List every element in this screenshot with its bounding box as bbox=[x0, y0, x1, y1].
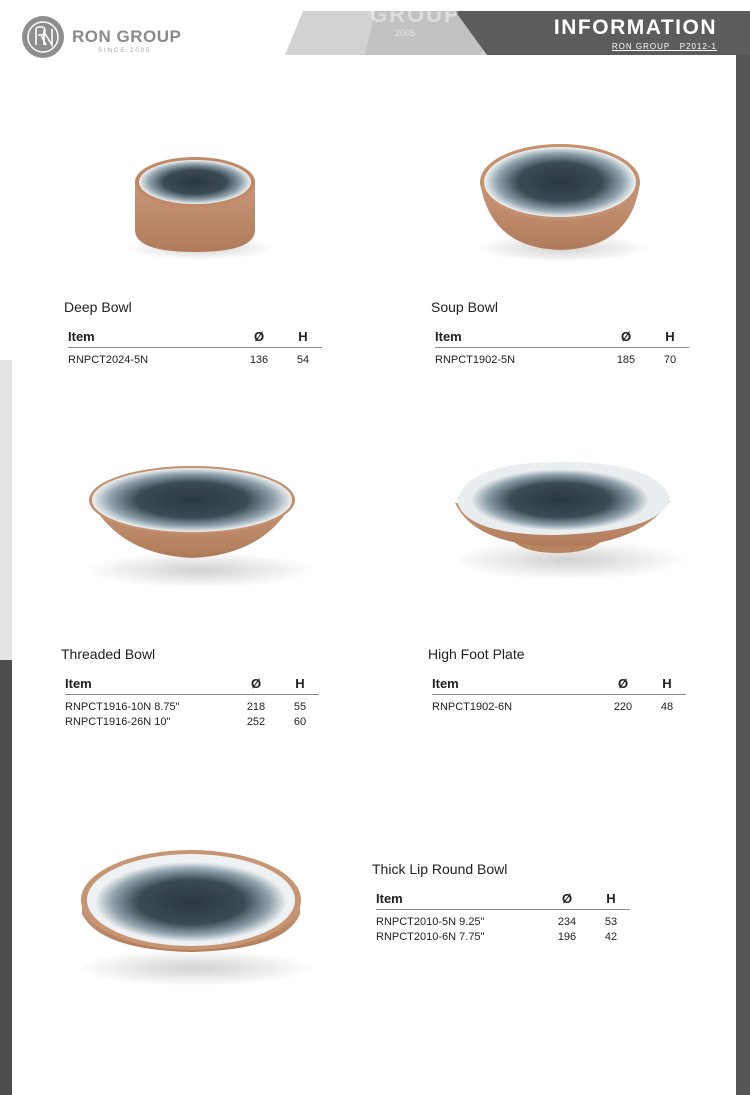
brand-name: RON GROUP bbox=[72, 27, 182, 46]
header-item: Item bbox=[432, 674, 598, 695]
item-code: RNPCT1916-26N 10" bbox=[65, 715, 171, 728]
header-watermark: GROUP bbox=[370, 2, 461, 27]
item-code: RNPCT1916-10N 8.75" bbox=[65, 700, 180, 713]
spec-header-row bbox=[68, 327, 322, 348]
spec-table-thick-lip-round-bowl bbox=[376, 889, 630, 944]
height-value: 48 bbox=[660, 700, 674, 713]
header-watermark-sub: 2005 bbox=[395, 28, 416, 38]
header-diameter: Ø bbox=[601, 327, 651, 348]
product-name-soup-bowl: Soup Bowl bbox=[431, 299, 498, 315]
item-code: RNPCT2010-6N 7.75" bbox=[376, 930, 485, 943]
height-value: 54 bbox=[296, 353, 310, 366]
table-row bbox=[65, 714, 319, 729]
diameter-value: 196 bbox=[557, 930, 577, 943]
table-row bbox=[376, 929, 630, 944]
header-diameter: Ø bbox=[542, 889, 592, 910]
header-diameter: Ø bbox=[231, 674, 281, 695]
height-value: 70 bbox=[663, 353, 677, 366]
header-height: H bbox=[648, 674, 686, 695]
spec-table-threaded-bowl bbox=[65, 674, 319, 729]
header-height: H bbox=[592, 889, 630, 910]
diameter-value: 220 bbox=[613, 700, 633, 713]
spec-header-row bbox=[376, 889, 630, 910]
threaded-bowl-image bbox=[80, 460, 330, 595]
logo-mark-icon bbox=[22, 16, 64, 58]
product-name-high-foot-plate: High Foot Plate bbox=[428, 646, 525, 662]
item-code: RNPCT1902-5N bbox=[435, 353, 516, 366]
height-value: 53 bbox=[604, 915, 618, 928]
table-row bbox=[435, 348, 689, 368]
item-code: RNPCT2010-5N 9.25" bbox=[376, 915, 485, 928]
spec-table-soup-bowl bbox=[435, 327, 689, 367]
table-row bbox=[68, 348, 322, 368]
header-diameter: Ø bbox=[234, 327, 284, 348]
spec-header-row bbox=[432, 674, 686, 695]
brand-since: SINCE 2005 bbox=[98, 48, 152, 54]
high-foot-plate-image bbox=[445, 455, 695, 590]
page-title: INFORMATION bbox=[553, 16, 717, 39]
product-name-thick-lip-round-bowl: Thick Lip Round Bowl bbox=[372, 861, 508, 877]
left-decor-light bbox=[0, 360, 12, 660]
deep-bowl-image bbox=[120, 148, 290, 263]
header-diameter: Ø bbox=[598, 674, 648, 695]
header-item: Item bbox=[68, 327, 234, 348]
page-code: RON GROUP P2012-1 bbox=[611, 42, 717, 51]
spec-table-deep-bowl bbox=[68, 327, 322, 367]
table-row bbox=[432, 695, 686, 715]
height-value: 42 bbox=[604, 930, 618, 943]
thick-lip-round-bowl-image bbox=[70, 840, 325, 990]
table-row bbox=[65, 695, 319, 715]
table-row bbox=[376, 910, 630, 930]
height-value: 60 bbox=[293, 715, 307, 728]
diameter-value: 252 bbox=[246, 715, 266, 728]
spec-table-high-foot-plate bbox=[432, 674, 686, 714]
soup-bowl-image bbox=[470, 140, 670, 265]
right-decor-bar bbox=[736, 55, 750, 1095]
header-item: Item bbox=[65, 674, 231, 695]
header-item: Item bbox=[435, 327, 601, 348]
product-name-threaded-bowl: Threaded Bowl bbox=[61, 646, 156, 662]
spec-header-row bbox=[65, 674, 319, 695]
spec-header-row bbox=[435, 327, 689, 348]
item-code: RNPCT2024-5N bbox=[68, 353, 149, 366]
diameter-value: 136 bbox=[249, 353, 269, 366]
header-item: Item bbox=[376, 889, 542, 910]
diameter-value: 218 bbox=[246, 700, 266, 713]
diameter-value: 185 bbox=[616, 353, 636, 366]
product-name-deep-bowl: Deep Bowl bbox=[64, 299, 132, 315]
header-height: H bbox=[651, 327, 689, 348]
header-height: H bbox=[281, 674, 319, 695]
left-decor-bar bbox=[0, 360, 12, 1095]
item-code: RNPCT1902-6N bbox=[432, 700, 513, 713]
diameter-value: 234 bbox=[557, 915, 577, 928]
header-height: H bbox=[284, 327, 322, 348]
height-value: 55 bbox=[293, 700, 307, 713]
